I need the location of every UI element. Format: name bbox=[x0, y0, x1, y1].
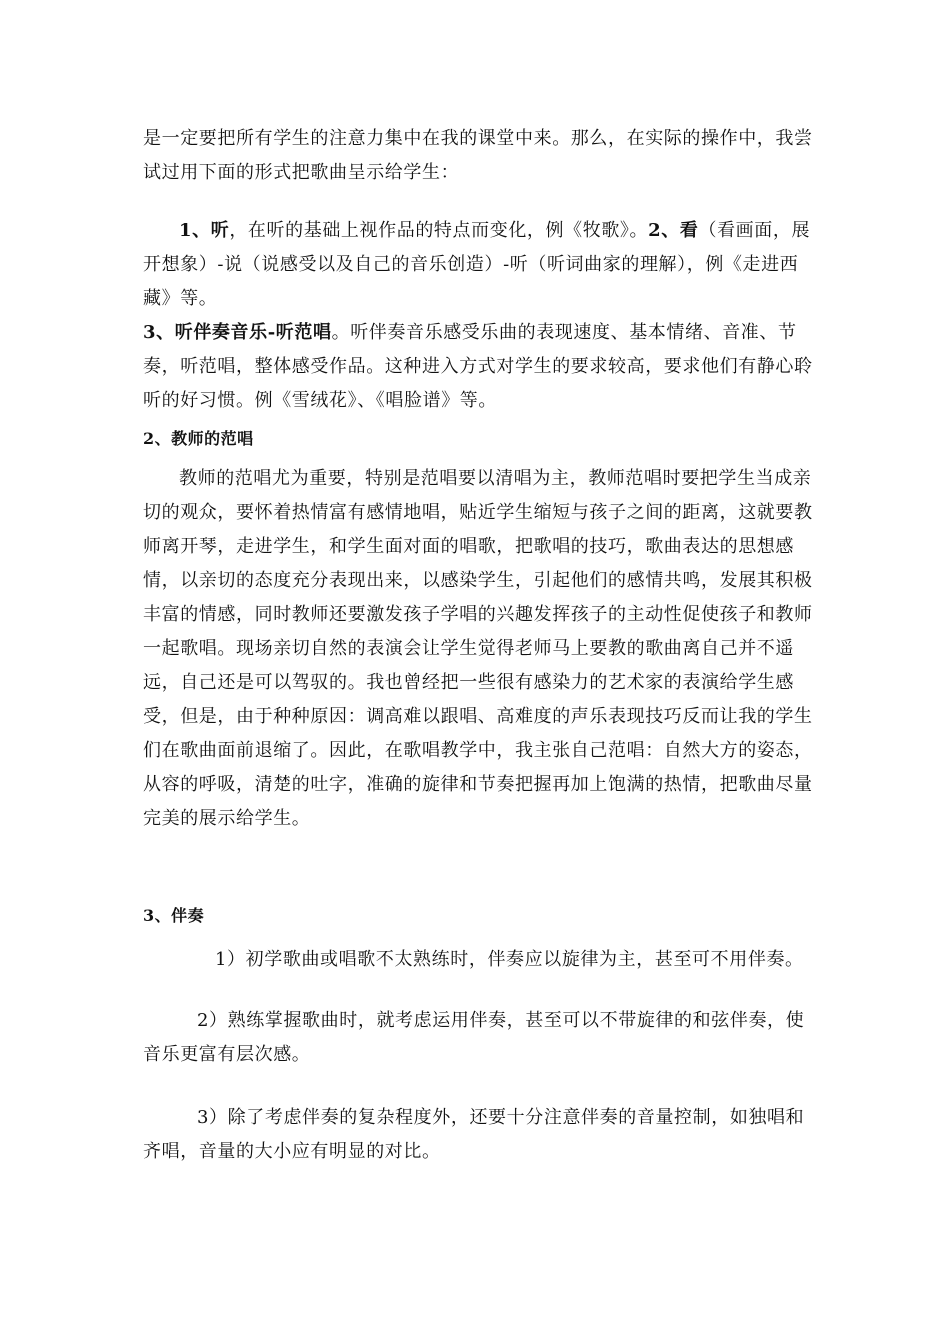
forms-paragraph bbox=[143, 214, 815, 418]
accompaniment-point-1: 1）初学歌曲或唱歌不太熟练时，伴奏应以旋律为主，甚至可不用伴奏。 bbox=[215, 949, 804, 970]
section-2-heading: 2、教师的范唱 bbox=[143, 429, 254, 448]
intro-text: 是一定要把所有学生的注意力集中在我的课堂中来。那么，在实际的操作中，我尝试过用下面的形式把歌曲呈示给学生： bbox=[143, 128, 813, 183]
form-3-text: 。听伴奏音乐感受乐曲的表现速度、基本情绪、音准、节奏，听范唱，整体感受作品。这种进入方式对学生的要求较高，要求他们有静心聆听的好习惯。例《雪绒花》、《唱脸谱》等。 bbox=[143, 322, 813, 411]
intro-paragraph bbox=[143, 122, 815, 190]
section-2-body: 教师的范唱尤为重要，特别是范唱要以清唱为主，教师范唱时要把学生当成亲切的观众，要怀着热情富有感情地唱，贴近学生缩短与孩子之间的距离，这就要教师离开琴，走进学生，和学生面对面的唱歌，把歌唱的技巧，歌曲表达的思想感情，以亲切的态度充分表现出来，以感染学生，引起他们的感情共鸣，发展其积极丰富的情感，同时教师还要激发孩子学唱的兴趣发挥孩子的主动性促使孩子和教师一起歌唱。现场亲切自然的表演会让学生觉得老师马上要教的歌曲离自己并不遥远，自己还是可以驾驭的。我也曾经把一些很有感染力的艺术家的表演给学生感受，但是，由于种种原因：调高难以跟唱、高难度的声乐表现技巧反而让我的学生们在歌曲面前退缩了。因此，在歌唱教学中，我主张自己范唱：自然大方的姿态，从容的呼吸，清楚的吐字，准确的旋律和节奏把握再加上饱满的热情，把歌曲尽量完美的展示给学生。 bbox=[143, 468, 813, 829]
accompaniment-point-2: 2）熟练掌握歌曲时，就考虑运用伴奏，甚至可以不带旋律的和弦伴奏，使音乐更富有层次感。 bbox=[143, 1010, 805, 1065]
form-3-label: 3、听伴奏音乐-听范唱 bbox=[143, 322, 332, 343]
form-2-text: （看画面，展开想象）-说（说感受以及自己的音乐创造）-听（听词曲家的理解），例《走进西藏》等。 bbox=[143, 220, 811, 309]
form-1-text: ，在听的基础上视作品的特点而变化，例《牧歌》。 bbox=[229, 220, 649, 241]
section-3-heading: 3、伴奏 bbox=[143, 906, 205, 925]
accompaniment-point-3: 3）除了考虑伴奏的复杂程度外，还要十分注意伴奏的音量控制，如独唱和齐唱，音量的大小应有明显的对比。 bbox=[143, 1107, 805, 1162]
form-2-label: 2、看 bbox=[648, 220, 699, 241]
form-1-label: 1、听 bbox=[179, 220, 230, 241]
